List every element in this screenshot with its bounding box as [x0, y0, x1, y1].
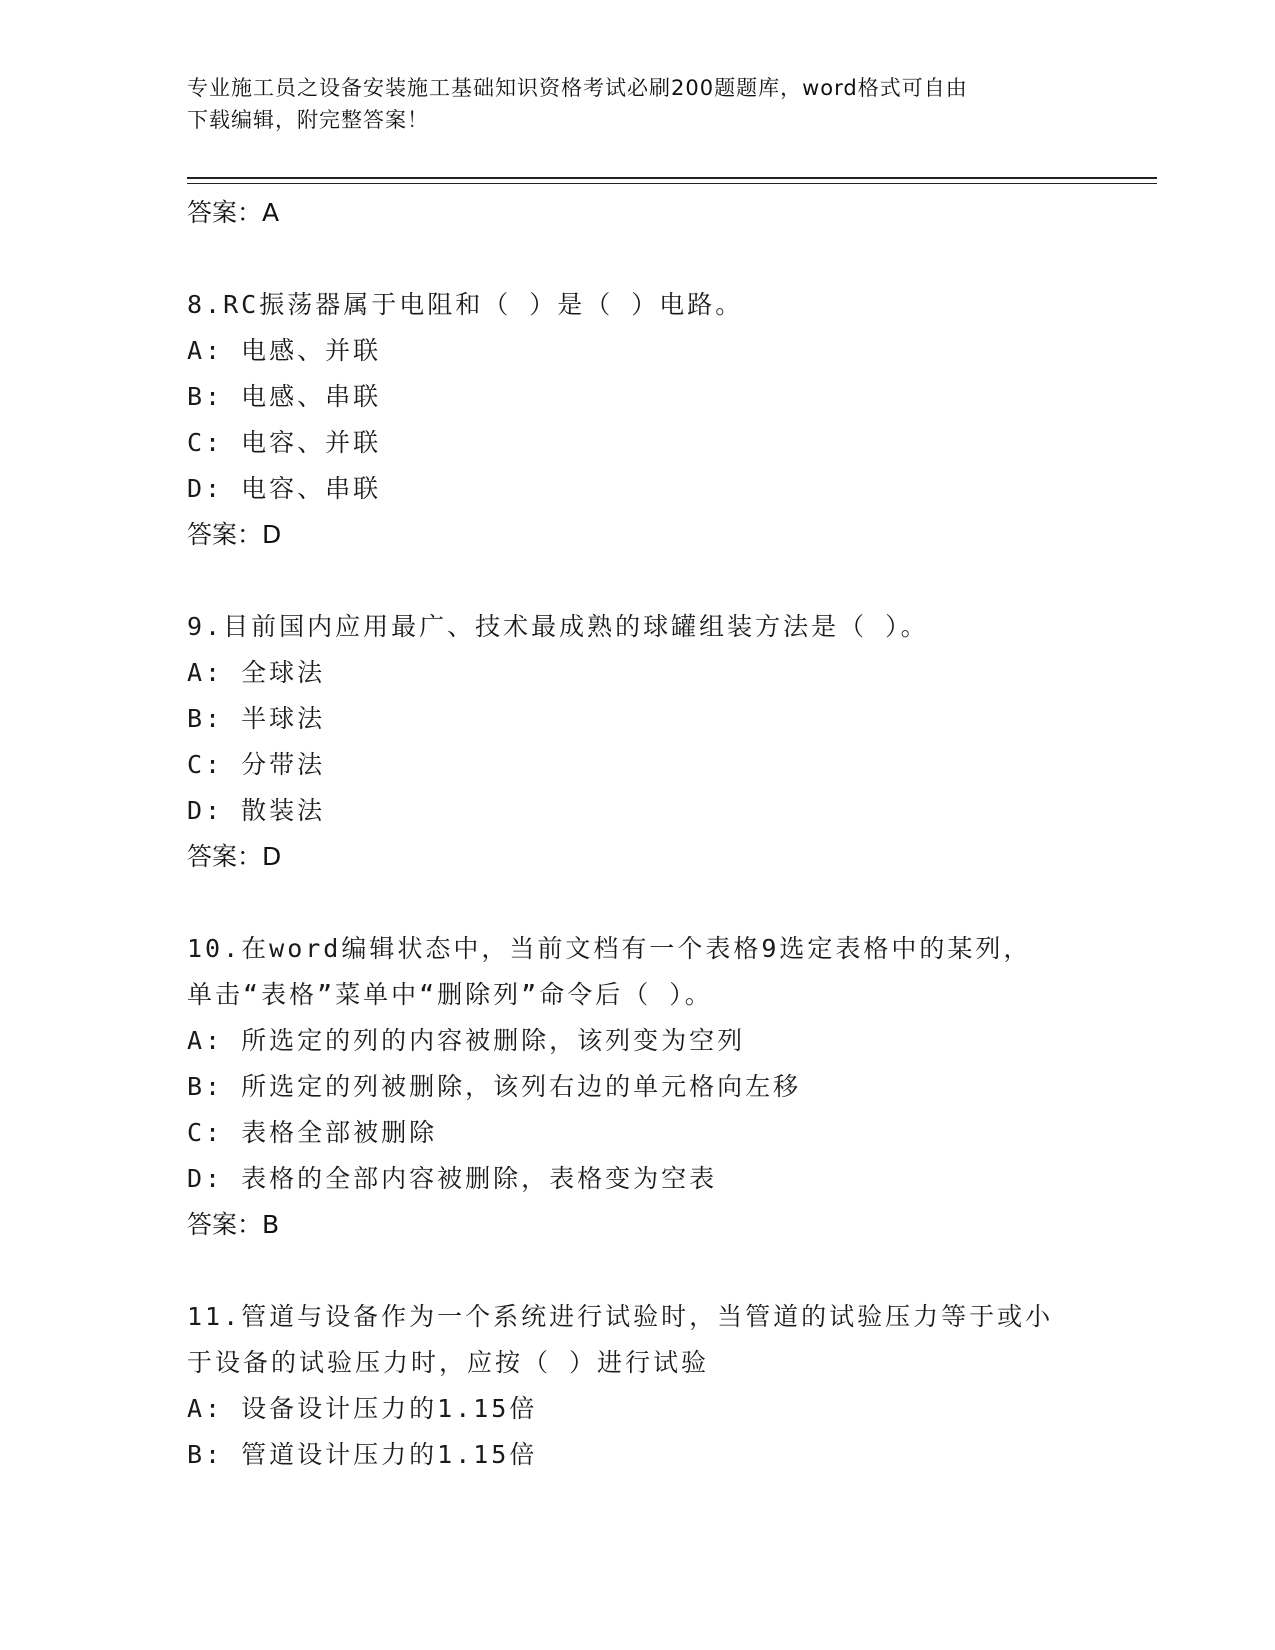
- question-10: [187, 926, 1087, 1248]
- option-a: A: 电感、并联: [187, 336, 382, 365]
- header-line-2: 下载编辑，附完整答案！: [187, 108, 429, 132]
- option-b: B: 所选定的列被删除，该列右边的单元格向左移: [187, 1072, 802, 1101]
- document-header: [187, 72, 1087, 136]
- question-stem-continued: 单击“表格”菜单中“删除列”命令后（ ）。: [187, 980, 713, 1009]
- option-d: D: 散装法: [187, 796, 326, 825]
- question-stem: 9.目前国内应用最广、技术最成熟的球罐组装方法是（ ）。: [187, 612, 929, 641]
- header-line-1: 专业施工员之设备安装施工基础知识资格考试必刷200题题库，word格式可自由: [187, 76, 968, 100]
- document-body: [187, 190, 1087, 1478]
- question-stem-continued: 于设备的试验压力时，应按（ ）进行试验: [187, 1348, 710, 1377]
- option-d: D: 表格的全部内容被删除，表格变为空表: [187, 1164, 718, 1193]
- question-stem: 11.管道与设备作为一个系统进行试验时，当管道的试验压力等于或小: [187, 1302, 1054, 1331]
- question-11: [187, 1294, 1087, 1478]
- option-c: C: 表格全部被删除: [187, 1118, 438, 1147]
- option-b: B: 管道设计压力的1.15倍: [187, 1440, 538, 1469]
- answer: 答案：D: [187, 842, 282, 871]
- question-stem: 10.在word编辑状态中，当前文档有一个表格9选定表格中的某列，: [187, 934, 1032, 963]
- question-8: [187, 282, 1087, 558]
- option-b: B: 电感、串联: [187, 382, 382, 411]
- option-a: A: 全球法: [187, 658, 326, 687]
- question-9: [187, 604, 1087, 880]
- answer: 答案：D: [187, 520, 282, 549]
- previous-answer: 答案：A: [187, 198, 280, 227]
- answer: 答案：B: [187, 1210, 280, 1239]
- header-divider: [187, 177, 1157, 179]
- option-c: C: 分带法: [187, 750, 326, 779]
- question-stem: 8.RC振荡器属于电阻和（ ）是（ ）电路。: [187, 290, 744, 319]
- option-a: A: 所选定的列的内容被删除，该列变为空列: [187, 1026, 746, 1055]
- option-c: C: 电容、并联: [187, 428, 382, 457]
- option-a: A: 设备设计压力的1.15倍: [187, 1394, 538, 1423]
- option-b: B: 半球法: [187, 704, 326, 733]
- option-d: D: 电容、串联: [187, 474, 382, 503]
- header-divider-thin: [187, 183, 1157, 184]
